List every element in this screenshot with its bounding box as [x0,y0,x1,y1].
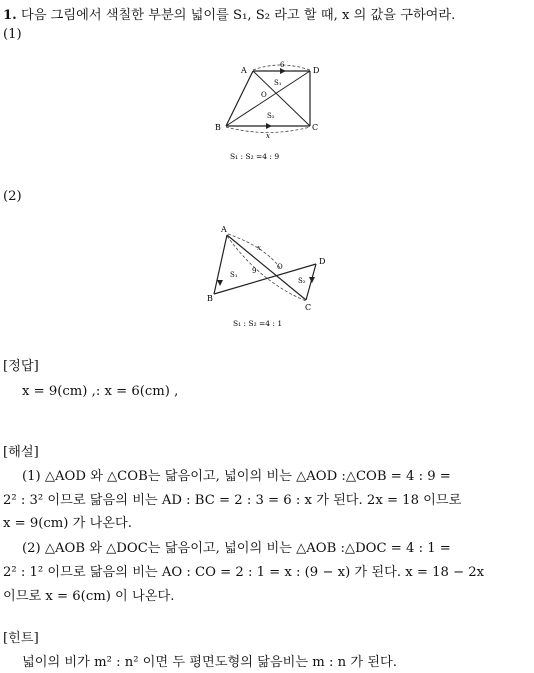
hint-text: 넓이의 비가 m² : n² 이면 두 평면도형의 닮음비는 m : n 가 된다. [22,655,397,670]
explanation-line: x = 9(cm) 가 나온다. [3,516,132,531]
label-B: B [215,123,221,132]
explanation-line: 2² : 3² 이므로 닮음의 비는 AD : BC = 2 : 3 = 6 : x 가 된다. 2x = 18 이므로 [3,493,462,508]
answer-text: x = 9(cm) ,: x = 6(cm) , [22,384,179,399]
explanation-heading: [해설] [3,445,39,460]
answer-heading: [정답] [3,359,39,374]
label-O: O [261,91,267,99]
length-top: 6 [280,61,285,69]
dim-AO [228,234,280,268]
arrow-AB [217,280,223,286]
label-D: D [319,257,326,266]
part2-label: (2) [3,189,22,204]
length-OC: 9 [252,267,257,275]
explanation-line: 이므로 x = 6(cm) 이 나온다. [3,589,175,604]
side-AC [227,235,306,300]
explanation-line: (2) △AOB 와 △DOC는 닮음이고, 넓이의 비는 △AOB :△DOC = 4 : 1 = [22,541,451,556]
label-S2: S₂ [267,112,275,120]
label-A: A [241,66,247,75]
label-A: A [221,225,227,234]
hint-heading: [힌트] [3,631,39,646]
figure-2-triangles [205,222,335,332]
explanation-line: 2² : 1² 이므로 닮음의 비는 AO : CO = 2 : 1 = x : (9 − x) 가 된다. x = 18 − 2x [3,565,485,580]
problem-number: 1. [3,8,17,23]
problem-statement-line [3,7,455,25]
length-AO: x [257,244,261,252]
arrow-DC [309,277,315,283]
label-B: B [207,294,213,303]
label-D: D [313,66,320,75]
side-AB [214,235,227,294]
label-C: C [305,303,312,312]
figure-2-caption: S₁ : S₂ =4 : 1 [233,319,283,328]
figure-1-trapezoid [200,58,320,168]
side-DC [306,264,316,300]
dim-AC [227,236,306,301]
part1-label: (1) [3,27,22,42]
label-S1: S₁ [274,79,282,87]
arrow-BC [266,123,272,129]
label-S1: S₁ [230,271,238,279]
label-C: C [312,123,319,132]
figure-1-caption: S₁ : S₂ =4 : 9 [230,152,280,161]
explanation-line: (1) △AOD 와 △COB는 닮음이고, 넓이의 비는 △AOD :△COB = 4 : 9 = [22,469,451,484]
label-O: O [277,263,283,271]
label-S2: S₂ [298,277,306,285]
length-bottom: x [266,132,270,140]
problem-statement: 다음 그림에서 색칠한 부분의 넓이를 S₁, S₂ 라고 할 때, x 의 값을 구하여라. [20,8,456,23]
